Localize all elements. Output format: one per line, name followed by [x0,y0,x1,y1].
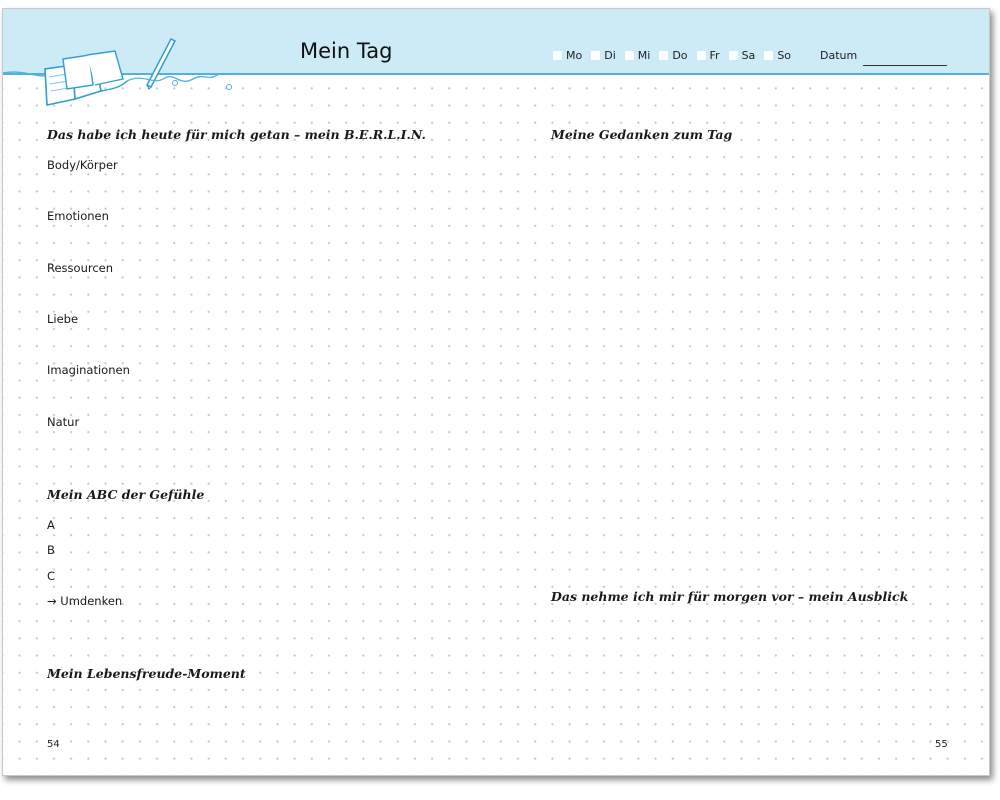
abc-item-umdenken: → Umdenken [47,594,123,608]
checkbox[interactable] [625,51,634,60]
berlin-item-ressourcen: Ressourcen [47,261,114,275]
checkbox[interactable] [764,51,773,60]
checkbox[interactable] [729,51,738,60]
journal-spread [2,8,990,776]
weekday-fr[interactable] [697,49,720,62]
berlin-item-natur: Natur [47,415,80,429]
moment-heading: Mein Lebensfreude-Moment [47,666,246,681]
weekday-label: Fr [709,49,720,62]
date-label: Datum [820,49,858,62]
weekday-checkboxes [553,49,800,62]
weekday-di[interactable] [591,49,616,62]
berlin-item-liebe: Liebe [47,312,79,326]
checkbox[interactable] [553,51,562,60]
abc-item-a: A [47,518,55,532]
berlin-item-body: Body/Körper [47,158,118,172]
berlin-item-emotionen: Emotionen [47,209,109,223]
page-title: Mein Tag [300,39,393,63]
abc-item-c: C [47,569,56,583]
berlin-item-imaginationen: Imaginationen [47,363,130,377]
berlin-heading: Das habe ich heute für mich getan – mein B.E.R.L.I.N. [47,127,426,142]
weekday-so[interactable] [764,49,791,62]
weekday-do[interactable] [659,49,687,62]
weekday-sa[interactable] [729,49,756,62]
page-number-right: 55 [935,739,948,750]
weekday-label: Mo [566,49,583,62]
weekday-label: Sa [741,49,756,62]
checkbox[interactable] [697,51,706,60]
weekday-label: Di [604,49,616,62]
weekday-mo[interactable] [553,49,582,62]
checkbox[interactable] [591,51,600,60]
weekday-label: Mi [637,49,651,62]
abc-item-b: B [47,543,55,557]
weekday-label: So [777,49,792,62]
weekday-mi[interactable] [625,49,651,62]
open-book-and-pen-icon [3,29,243,109]
outlook-heading: Das nehme ich mir für morgen vor – mein Ausblick [551,589,909,604]
checkbox[interactable] [659,51,668,60]
abc-heading: Mein ABC der Gefühle [47,487,205,502]
thoughts-heading: Meine Gedanken zum Tag [551,127,733,142]
weekday-label: Do [672,49,688,62]
date-field[interactable] [863,65,947,66]
page-number-left: 54 [47,739,60,750]
